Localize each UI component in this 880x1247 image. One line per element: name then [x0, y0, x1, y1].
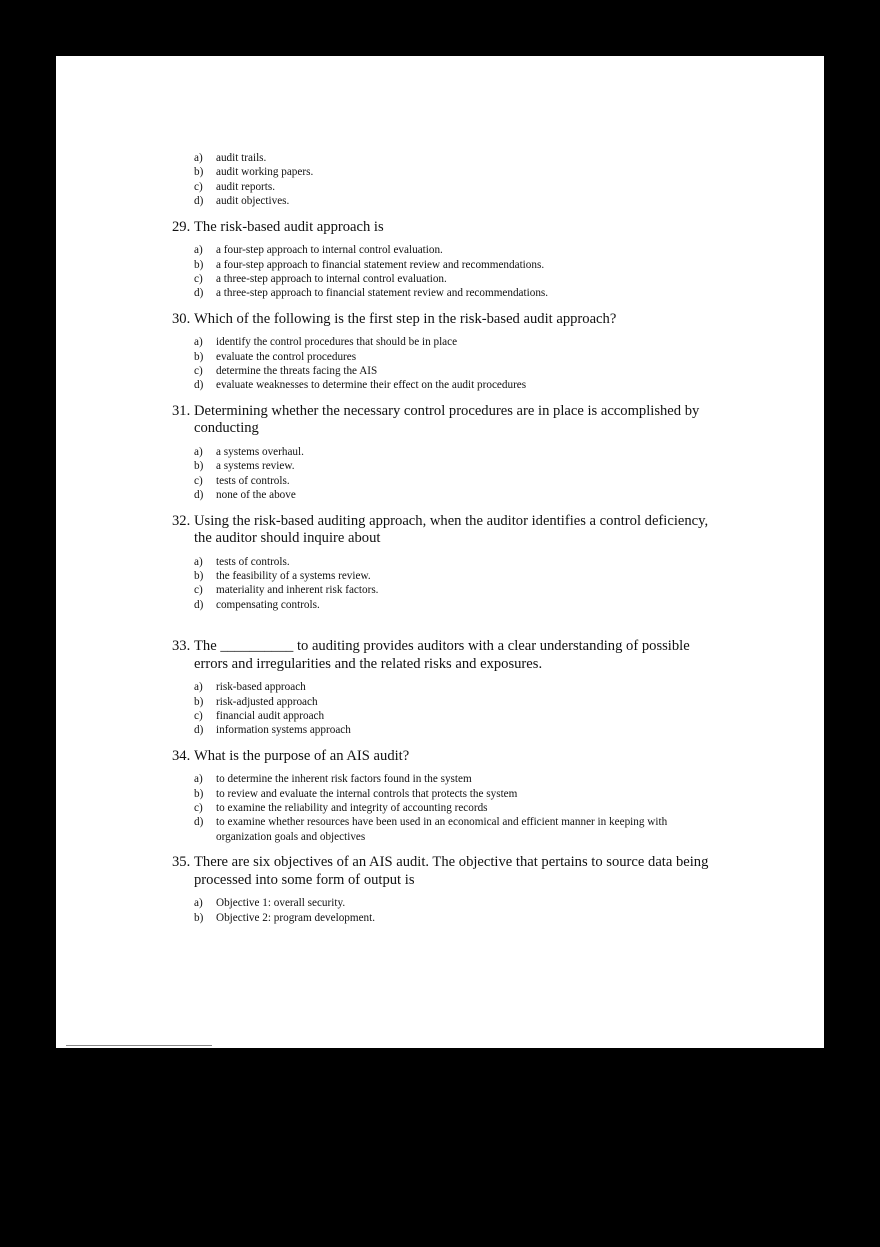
- option-text: tests of controls.: [216, 555, 290, 568]
- option-letter: c): [194, 180, 203, 193]
- option-text: to examine the reliability and integrity of accounting records: [216, 802, 488, 815]
- option-text: identify the control procedures that should be in place: [216, 336, 458, 349]
- option-item: [172, 378, 712, 392]
- question-number: 35.: [172, 854, 191, 871]
- option-text: a systems overhaul.: [216, 445, 304, 458]
- question-31: [172, 403, 712, 503]
- question-stem: [172, 513, 712, 548]
- option-item: [172, 364, 712, 378]
- option-item: [172, 474, 712, 488]
- option-letter: c): [194, 584, 203, 597]
- option-item: [172, 459, 712, 473]
- question-stem: [172, 748, 712, 766]
- option-item: [172, 896, 712, 910]
- question-32: [172, 513, 712, 613]
- option-item: [172, 569, 712, 583]
- option-text: a three-step approach to internal control evaluation.: [216, 272, 447, 285]
- option-list: [172, 445, 712, 503]
- option-item: [172, 445, 712, 459]
- option-letter: b): [194, 350, 204, 363]
- question-text: What is the purpose of an AIS audit?: [194, 747, 410, 764]
- option-item: [172, 695, 712, 709]
- option-item: [172, 243, 712, 257]
- option-item: [172, 151, 712, 165]
- option-item: [172, 911, 712, 925]
- option-text: determine the threats facing the AIS: [216, 365, 378, 378]
- option-text: audit objectives.: [216, 195, 290, 208]
- option-letter: d): [194, 489, 204, 502]
- option-text: Objective 1: overall security.: [216, 897, 346, 910]
- option-text: compensating controls.: [216, 598, 320, 611]
- option-text: financial audit approach: [216, 709, 325, 722]
- option-letter: a): [194, 897, 203, 910]
- option-letter: d): [194, 724, 204, 737]
- document-page: [56, 56, 824, 1048]
- question-text: There are six objectives of an AIS audit. The objective that pertains to source data being processed into some form of output is: [194, 854, 709, 888]
- question-text: Determining whether the necessary control procedures are in place is accomplished by conducting: [194, 402, 700, 437]
- option-letter: d): [194, 195, 204, 208]
- question-text: The __________ to auditing provides auditors with a clear understanding of possible errors and irregularities and the related risks and exposures.: [194, 638, 690, 672]
- question-stem: [172, 219, 712, 237]
- question-30: [172, 311, 712, 393]
- option-letter: d): [194, 598, 204, 611]
- question-number: 33.: [172, 638, 191, 655]
- option-letter: c): [194, 709, 203, 722]
- option-letter: d): [194, 379, 204, 392]
- option-text: tests of controls.: [216, 474, 290, 487]
- question-29: [172, 219, 712, 301]
- option-text: risk-adjusted approach: [216, 695, 318, 708]
- option-text: evaluate the control procedures: [216, 350, 357, 363]
- option-letter: a): [194, 773, 203, 786]
- option-text: a four-step approach to internal control evaluation.: [216, 244, 443, 257]
- option-letter: a): [194, 152, 203, 164]
- option-letter: b): [194, 911, 204, 924]
- option-item: [172, 723, 712, 737]
- option-letter: c): [194, 365, 203, 378]
- option-list: [172, 772, 712, 844]
- option-item: [172, 180, 712, 194]
- option-item: [172, 165, 712, 179]
- option-list: [172, 555, 712, 613]
- question-stem: [172, 311, 712, 329]
- option-item: [172, 598, 712, 612]
- question-stem: [172, 403, 712, 438]
- question-text: The risk-based audit approach is: [194, 218, 384, 235]
- option-item: [172, 258, 712, 272]
- option-item: [172, 583, 712, 597]
- option-letter: a): [194, 555, 203, 568]
- option-letter: a): [194, 244, 203, 257]
- option-letter: a): [194, 336, 203, 349]
- option-text: risk-based approach: [216, 681, 306, 694]
- option-item: [172, 815, 712, 844]
- question-stem: [172, 854, 712, 889]
- question-35: [172, 854, 712, 925]
- option-item: [172, 801, 712, 815]
- option-letter: a): [194, 445, 203, 458]
- option-letter: b): [194, 695, 204, 708]
- option-letter: b): [194, 787, 204, 800]
- option-list: [172, 680, 712, 738]
- option-text: audit reports.: [216, 180, 276, 193]
- question-text: Using the risk-based auditing approach, when the auditor identifies a control deficiency, the auditor should inquire about: [194, 512, 709, 546]
- question-number: 34.: [172, 747, 191, 764]
- option-item: [172, 488, 712, 502]
- option-letter: d): [194, 816, 204, 829]
- option-text: to examine whether resources have been used in an economical and efficient manner in keeping with organization goals and objectives: [216, 816, 668, 843]
- option-text: a four-step approach to financial statement review and recommendations.: [216, 258, 545, 271]
- option-item: [172, 194, 712, 208]
- option-text: to review and evaluate the internal controls that protects the system: [216, 787, 518, 800]
- option-item: [172, 787, 712, 801]
- option-item: [172, 772, 712, 786]
- option-item: [172, 350, 712, 364]
- question-stem: [172, 638, 712, 673]
- option-item: [172, 680, 712, 694]
- question-number: 30.: [172, 310, 191, 327]
- option-item: [172, 286, 712, 300]
- option-item: [172, 555, 712, 569]
- option-text: none of the above: [216, 489, 296, 502]
- question-number: 31.: [172, 402, 191, 419]
- option-item: [172, 272, 712, 286]
- option-letter: b): [194, 460, 204, 473]
- option-letter: d): [194, 287, 204, 300]
- option-text: materiality and inherent risk factors.: [216, 584, 379, 597]
- option-text: Objective 2: program development.: [216, 911, 376, 924]
- question-number: 32.: [172, 512, 191, 529]
- option-item: [172, 335, 712, 349]
- option-letter: b): [194, 569, 204, 582]
- option-letter: c): [194, 474, 203, 487]
- option-list: [172, 243, 712, 301]
- question-text: Which of the following is the first step in the risk-based audit approach?: [194, 310, 617, 327]
- option-text: a systems review.: [216, 460, 295, 473]
- option-letter: b): [194, 166, 204, 179]
- question-number: 29.: [172, 218, 191, 235]
- option-letter: a): [194, 681, 203, 694]
- option-text: evaluate weaknesses to determine their effect on the audit procedures: [216, 379, 527, 392]
- option-letter: c): [194, 802, 203, 815]
- option-letter: c): [194, 272, 203, 285]
- option-text: information systems approach: [216, 724, 351, 737]
- page-content: [172, 151, 712, 925]
- option-list: [172, 896, 712, 925]
- footnote-divider: [66, 1045, 212, 1046]
- option-text: audit trails.: [216, 152, 267, 164]
- question-34: [172, 748, 712, 845]
- option-list: [172, 335, 712, 393]
- question-33: [172, 638, 712, 738]
- option-text: a three-step approach to financial statement review and recommendations.: [216, 287, 549, 300]
- option-text: the feasibility of a systems review.: [216, 569, 371, 582]
- option-text: audit working papers.: [216, 166, 314, 179]
- option-item: [172, 709, 712, 723]
- option-text: to determine the inherent risk factors found in the system: [216, 773, 472, 786]
- option-letter: b): [194, 258, 204, 271]
- continued-options: [172, 151, 712, 209]
